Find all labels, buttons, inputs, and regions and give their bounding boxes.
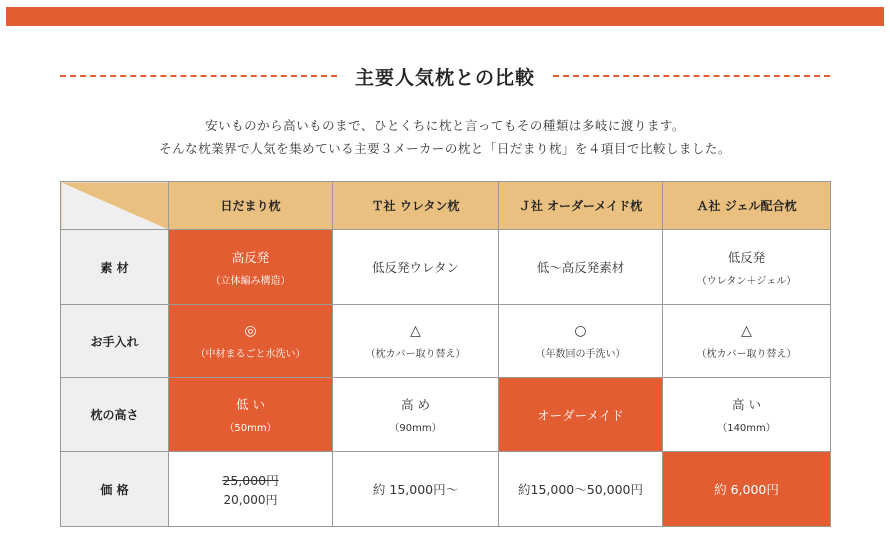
cell-sub: （50mm） bbox=[224, 423, 277, 434]
header-j-company: Ｊ社 オーダーメイド枕 bbox=[499, 182, 663, 230]
cell-material-a bbox=[663, 230, 831, 305]
section-heading bbox=[60, 62, 830, 90]
cell-material-hidamari bbox=[169, 230, 333, 305]
top-accent-bar bbox=[6, 7, 884, 26]
cell-main: 約 6,000円 bbox=[714, 482, 779, 497]
cell-care-t bbox=[333, 305, 499, 378]
cell-sub: （枕カバー取り替え） bbox=[696, 348, 797, 360]
cell-care-a bbox=[663, 305, 831, 378]
intro-line-1: 安いものから高いものまで、ひとくちに枕と言ってもその種類は多岐に渡ります。 bbox=[205, 118, 685, 133]
row-label-price: 価 格 bbox=[61, 452, 169, 527]
cell-sub: （ウレタン＋ジェル） bbox=[696, 275, 797, 287]
row-label-material: 素 材 bbox=[61, 230, 169, 305]
cell-material-j bbox=[499, 230, 663, 305]
cell-price-t bbox=[333, 452, 499, 527]
cell-sub: （枕カバー取り替え） bbox=[365, 348, 466, 360]
circle-icon: ○ bbox=[574, 322, 587, 339]
triangle-icon: △ bbox=[741, 322, 752, 339]
heading-dash-left bbox=[60, 75, 337, 77]
cell-main: 高 い bbox=[732, 397, 761, 412]
cell-sub: （90mm） bbox=[389, 423, 442, 434]
cell-main: 約 15,000円〜 bbox=[372, 482, 459, 497]
cell-main: オーダーメイド bbox=[537, 407, 624, 423]
cell-main: 低反発ウレタン bbox=[371, 260, 459, 275]
cell-main: 高反発 bbox=[231, 249, 270, 265]
header-hidamari: 日だまり枕 bbox=[169, 182, 333, 230]
table-row-care bbox=[61, 305, 831, 378]
cell-main: 約15,000〜50,000円 bbox=[518, 482, 643, 497]
cell-care-j bbox=[499, 305, 663, 378]
cell-height-hidamari bbox=[169, 378, 333, 452]
cell-material-t bbox=[333, 230, 499, 305]
cell-main: 高 め bbox=[401, 397, 430, 412]
header-t-company: Ｔ社 ウレタン枕 bbox=[333, 182, 499, 230]
row-label-care: お手入れ bbox=[61, 305, 169, 378]
table-row-height bbox=[61, 378, 831, 452]
cell-care-hidamari bbox=[169, 305, 333, 378]
cell-main: 低 い bbox=[236, 397, 265, 412]
page-title: 主要人気枕との比較 bbox=[355, 66, 536, 89]
intro-line-2: そんな枕業界で人気を集めている主要３メーカーの枕と「日だまり枕」を４項目で比較しました。 bbox=[159, 141, 731, 156]
cell-height-j bbox=[499, 378, 663, 452]
header-corner bbox=[61, 182, 169, 230]
cell-price-a bbox=[663, 452, 831, 527]
original-price: 25,000円 bbox=[222, 472, 279, 488]
cell-sub: （立体編み構造） bbox=[210, 275, 291, 287]
cell-sub: （中材まるごと水洗い） bbox=[195, 348, 306, 360]
cell-main: 低反発 bbox=[727, 249, 766, 265]
comparison-table bbox=[60, 181, 831, 527]
table-row-material bbox=[61, 230, 831, 305]
double-circle-icon: ◎ bbox=[244, 322, 257, 339]
cell-height-a bbox=[663, 378, 831, 452]
table-row-price bbox=[61, 452, 831, 527]
triangle-icon: △ bbox=[410, 322, 421, 339]
cell-price-hidamari bbox=[169, 452, 333, 527]
header-a-company: Ａ社 ジェル配合枕 bbox=[663, 182, 831, 230]
heading-dash-right bbox=[553, 75, 830, 77]
row-label-height: 枕の高さ bbox=[61, 378, 169, 452]
cell-main: 低〜高反発素材 bbox=[536, 260, 625, 275]
cell-sub: （年数回の手洗い） bbox=[535, 348, 626, 360]
cell-height-t bbox=[333, 378, 499, 452]
cell-sub: （140mm） bbox=[717, 423, 776, 434]
cell-price-j bbox=[499, 452, 663, 527]
sale-price: 20,000円 bbox=[223, 492, 278, 507]
table-header-row bbox=[61, 182, 831, 230]
